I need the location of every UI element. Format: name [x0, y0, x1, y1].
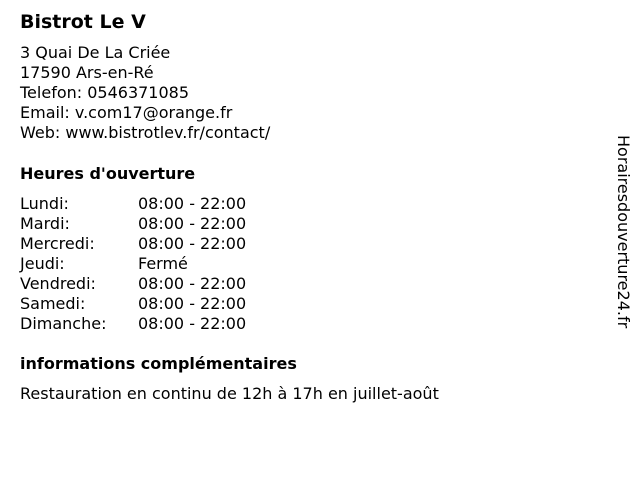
day-label: Lundi: [20, 194, 69, 213]
email-text: Email: v.com17@orange.fr [20, 103, 233, 122]
address-line-city: 17590 Ars-en-Ré [20, 63, 154, 82]
hours-row [20, 274, 246, 294]
day-label: Mercredi: [20, 234, 95, 253]
hours-row [20, 254, 246, 274]
hours-value: 08:00 - 22:00 [138, 194, 247, 213]
hours-row [20, 194, 246, 214]
hours-value: 08:00 - 22:00 [138, 274, 247, 293]
contact-block [20, 43, 270, 143]
hours-row [20, 234, 246, 254]
phone-text: Telefon: 0546371085 [20, 83, 190, 102]
hours-value: 08:00 - 22:00 [138, 234, 247, 253]
day-label: Jeudi: [20, 254, 65, 273]
day-label: Mardi: [20, 214, 70, 233]
day-label: Dimanche: [20, 314, 107, 333]
hours-table [20, 194, 246, 334]
day-label: Samedi: [20, 294, 86, 313]
hours-value: Fermé [138, 254, 188, 273]
web-text: Web: www.bistrotlev.fr/contact/ [20, 123, 271, 142]
info-text: Restauration en continu de 12h à 17h en juillet-août [20, 384, 439, 403]
hours-value: 08:00 - 22:00 [138, 314, 247, 333]
side-brand-watermark: Horairesdouverture24.fr [614, 135, 633, 329]
hours-row [20, 314, 246, 334]
hours-row [20, 214, 246, 234]
business-name: Bistrot Le V [20, 11, 146, 33]
hours-heading: Heures d'ouverture [20, 164, 196, 183]
hours-row [20, 294, 246, 314]
hours-value: 08:00 - 22:00 [138, 214, 247, 233]
address-line-street: 3 Quai De La Criée [20, 43, 171, 62]
info-heading: informations complémentaires [20, 354, 297, 373]
day-label: Vendredi: [20, 274, 96, 293]
hours-value: 08:00 - 22:00 [138, 294, 247, 313]
